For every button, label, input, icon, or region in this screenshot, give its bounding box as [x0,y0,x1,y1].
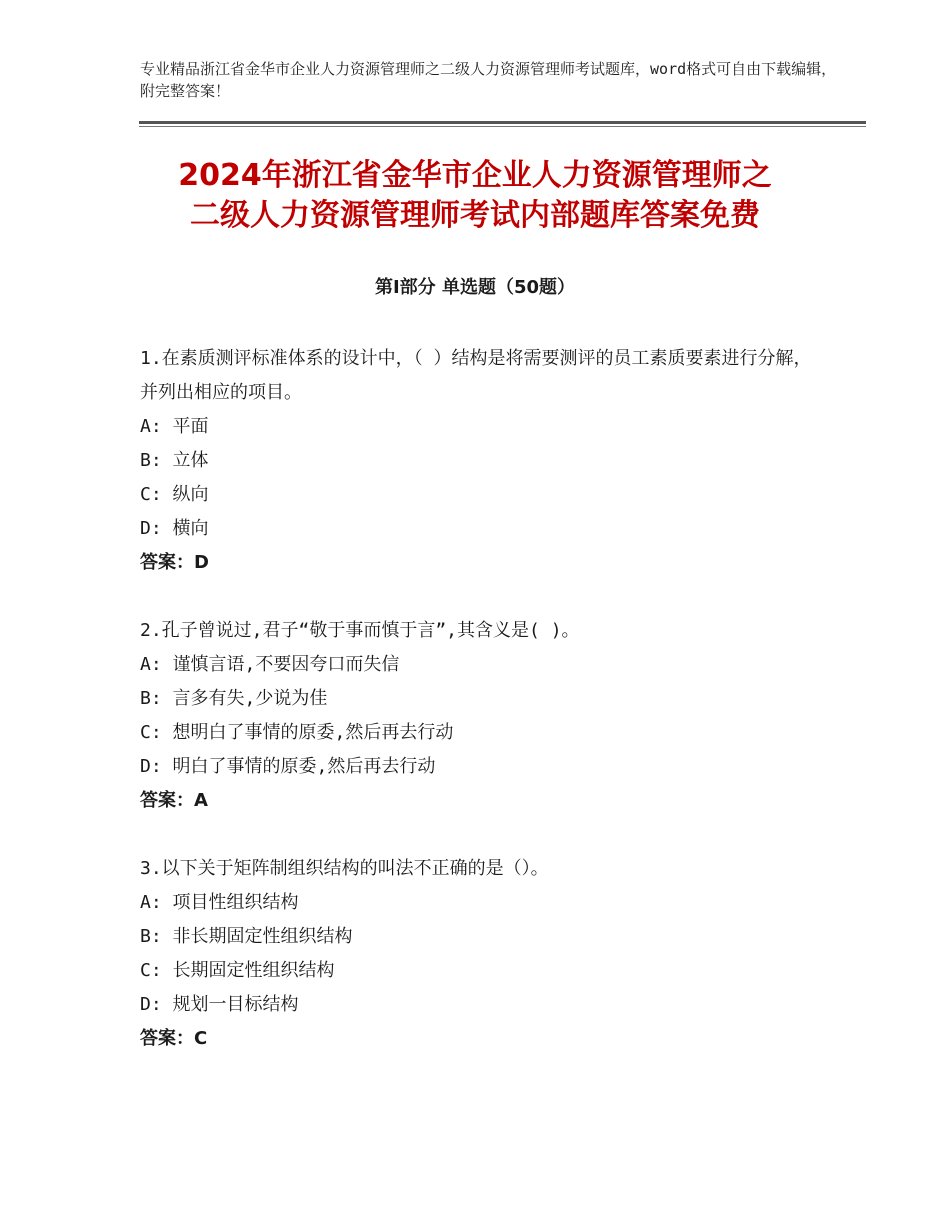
option-b: B: 非长期固定性组织结构 [140,926,353,947]
question-text: 1.在素质测评标准体系的设计中，（ ）结构是将需要测评的员工素质要素进行分解，并列出相应的项目。 [140,348,812,403]
document-title [100,156,850,236]
option-b: B: 立体 [140,450,209,471]
header-divider-thin [139,126,866,127]
option-b: B: 言多有失,少说为佳 [140,688,328,709]
option-d: D: 横向 [140,518,209,539]
option-d: D: 明白了事情的原委,然后再去行动 [140,756,436,777]
question-text: 2.孔子曾说过,君子“敬于事而慎于言”,其含义是( )。 [140,620,580,641]
option-a: A: 平面 [140,416,209,437]
question-2 [140,614,820,818]
header-note: 专业精品浙江省金华市企业人力资源管理师之二级人力资源管理师考试题库，word格式可自由下载编辑，附完整答案！ [140,60,837,100]
option-d: D: 规划一目标结构 [140,994,299,1015]
question-1 [140,342,820,580]
option-a: A: 项目性组织结构 [140,892,299,913]
option-c: C: 长期固定性组织结构 [140,960,335,981]
option-c: C: 想明白了事情的原委,然后再去行动 [140,722,454,743]
header-divider-thick [139,121,866,124]
question-text: 3.以下关于矩阵制组织结构的叫法不正确的是（）。 [140,858,549,879]
answer: 答案：C [140,1028,208,1049]
section-title: 第Ⅰ部分 单选题（50题） [374,277,575,298]
option-a: A: 谨慎言语,不要因夸口而失信 [140,654,400,675]
question-list [140,342,820,1090]
document-title-line-2: 二级人力资源管理师考试内部题库答案免费 [190,198,760,233]
question-3 [140,852,820,1056]
option-c: C: 纵向 [140,484,209,505]
answer: 答案：D [140,552,209,573]
document-title-line-1: 2024年浙江省金华市企业人力资源管理师之 [178,158,772,193]
answer: 答案：A [140,790,208,811]
